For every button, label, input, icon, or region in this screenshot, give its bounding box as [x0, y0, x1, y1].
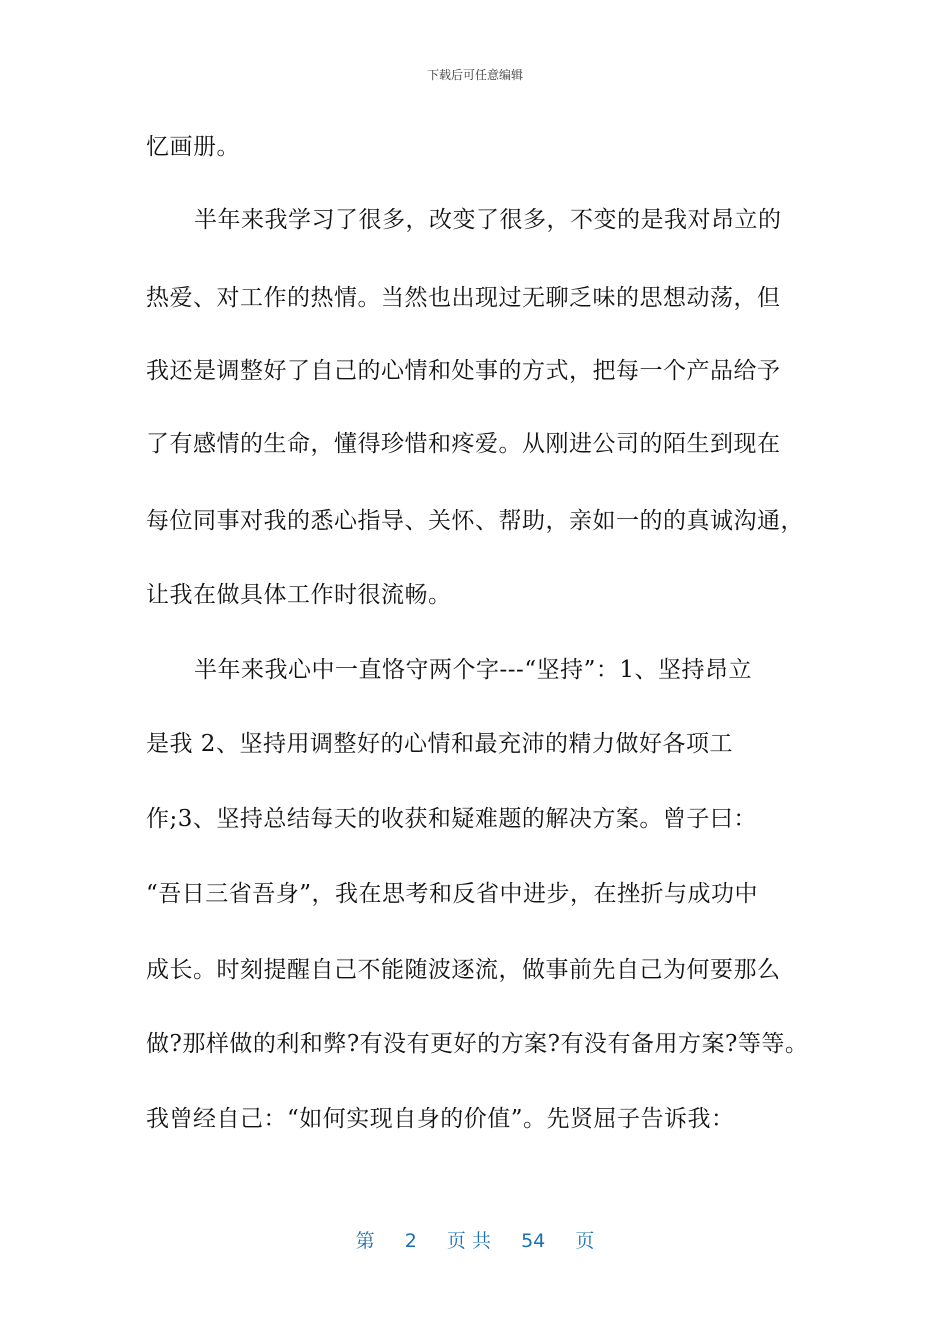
- body-line-7: 让我在做具体工作时很流畅。: [146, 582, 452, 608]
- body-line-3: 热爱、对工作的热情。当然也出现过无聊乏味的思想动荡，但: [146, 285, 781, 311]
- body-line-9: 是我 2、坚持用调整好的心情和最充沛的精力做好各项工: [146, 731, 733, 757]
- body-line-12: 成长。时刻提醒自己不能随波逐流，做事前先自己为何要那么: [146, 957, 781, 983]
- body-line-8: 半年来我心中一直恪守两个字---“坚持”：1、坚持昂立: [194, 657, 752, 683]
- footer-label-ye-gong: 页 共: [446, 1230, 491, 1252]
- body-line-6: 每位同事对我的悉心指导、关怀、帮助，亲如一的的真诚沟通，: [146, 508, 804, 534]
- body-line-1: 忆画册。: [146, 134, 240, 160]
- body-line-10: 作;3、坚持总结每天的收获和疑难题的解决方案。曾子曰：: [146, 806, 757, 832]
- body-line-4: 我还是调整好了自己的心情和处事的方式，把每一个产品给予: [146, 358, 781, 384]
- footer-label-di: 第: [355, 1230, 375, 1252]
- body-line-2: 半年来我学习了很多，改变了很多，不变的是我对昂立的: [194, 207, 782, 233]
- footer-total-pages: 54: [521, 1230, 546, 1252]
- page-header: 下载后可任意编辑: [426, 68, 523, 82]
- body-line-13: 做?那样做的利和弊?有没有更好的方案?有没有备用方案?等等。: [146, 1031, 809, 1057]
- footer-label-ye: 页: [575, 1230, 595, 1252]
- page-footer: [0, 1226, 950, 1253]
- body-line-5: 了有感情的生命，懂得珍惜和疼爱。从刚进公司的陌生到现在: [146, 431, 781, 457]
- footer-current-page: 2: [404, 1230, 417, 1252]
- body-line-11: “吾日三省吾身”，我在思考和反省中进步，在挫折与成功中: [146, 881, 759, 907]
- body-line-14: 我曾经自己：“如何实现自身的价值”。先贤屈子告诉我：: [146, 1106, 735, 1132]
